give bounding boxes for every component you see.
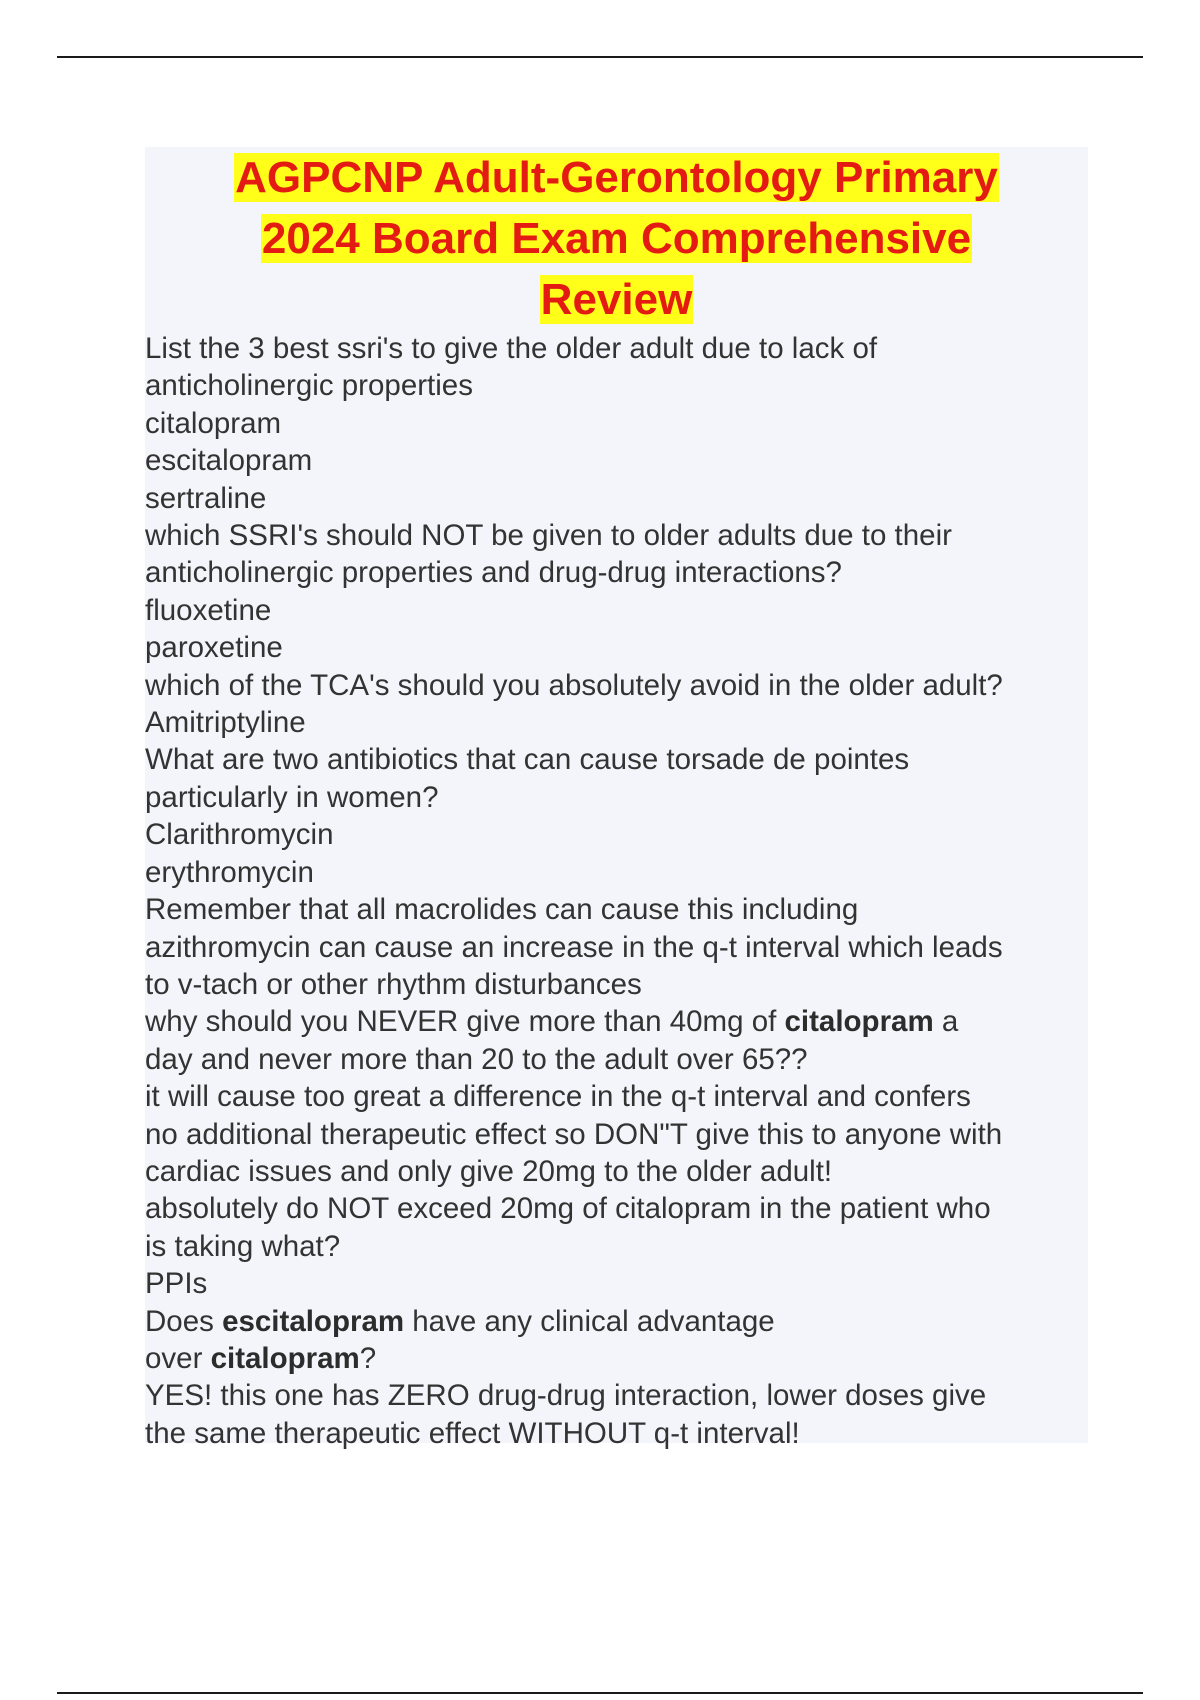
text-line: escitalopram [145,444,313,478]
text-segment: over [145,1341,211,1375]
text-segment: Does [145,1304,223,1338]
text-line: YES! this one has ZERO drug-drug interaction, lower doses give [145,1379,987,1413]
document-content [145,147,1088,1450]
text-line: fluoxetine [145,593,272,627]
bold-term: citalopram [210,1341,360,1375]
text-line-citalopram-question [145,1003,1088,1040]
text-line: Amitriptyline [145,706,306,740]
text-line: no additional therapeutic effect so DON"T give this to anyone with [145,1117,1003,1151]
text-line: What are two antibiotics that can cause torsade de pointes [145,743,910,777]
text-segment: a [933,1005,959,1039]
text-line: List the 3 best ssri's to give the older adult due to lack of [145,332,878,365]
title-line-2: 2024 Board Exam Comprehensive [261,214,972,263]
title-line-1: AGPCNP Adult-Gerontology Primary [235,153,998,202]
text-line: azithromycin can cause an increase in the q-t interval which leads [145,930,1003,964]
text-line: cardiac issues and only give 20mg to the older adult! [145,1154,833,1188]
text-line: absolutely do NOT exceed 20mg of citalopram in the patient who [145,1192,991,1226]
text-line: Remember that all macrolides can cause this including [145,893,859,927]
bold-term: escitalopram [222,1304,405,1338]
text-line: anticholinergic properties [145,369,473,403]
bottom-rule [57,1692,1143,1694]
text-segment: why should you NEVER give more than 40mg of [145,1005,785,1039]
text-segment: have any clinical advantage [404,1304,775,1338]
text-line: citalopram [145,406,282,440]
text-line: anticholinergic properties and drug-drug interactions? [145,556,842,590]
text-line: which of the TCA's should you absolutely avoid in the older adult? [145,668,1003,702]
text-line: Clarithromycin [145,818,334,852]
text-line: particularly in women? [145,780,439,814]
text-segment: ? [359,1341,377,1375]
qa-text [145,330,1088,1452]
title-line-3: Review [540,275,693,324]
text-line-over-citalopram [145,1340,1088,1377]
text-line: day and never more than 20 to the adult over 65?? [145,1042,808,1076]
bold-term: citalopram [784,1005,934,1039]
text-line: PPIs [145,1267,208,1301]
text-line-escitalopram-question [145,1303,1088,1340]
text-line: paroxetine [145,631,283,665]
top-rule [57,56,1143,58]
text-line: sertraline [145,481,267,515]
text-line: erythromycin [145,855,314,889]
text-line: which SSRI's should NOT be given to older adults due to their [145,519,952,553]
text-line: to v-tach or other rhythm disturbances [145,967,642,1001]
text-line: it will cause too great a difference in the q-t interval and confers [145,1080,971,1114]
text-line: the same therapeutic effect WITHOUT q-t interval! [145,1416,800,1450]
document-title [145,147,1088,330]
text-line: is taking what? [145,1229,341,1263]
